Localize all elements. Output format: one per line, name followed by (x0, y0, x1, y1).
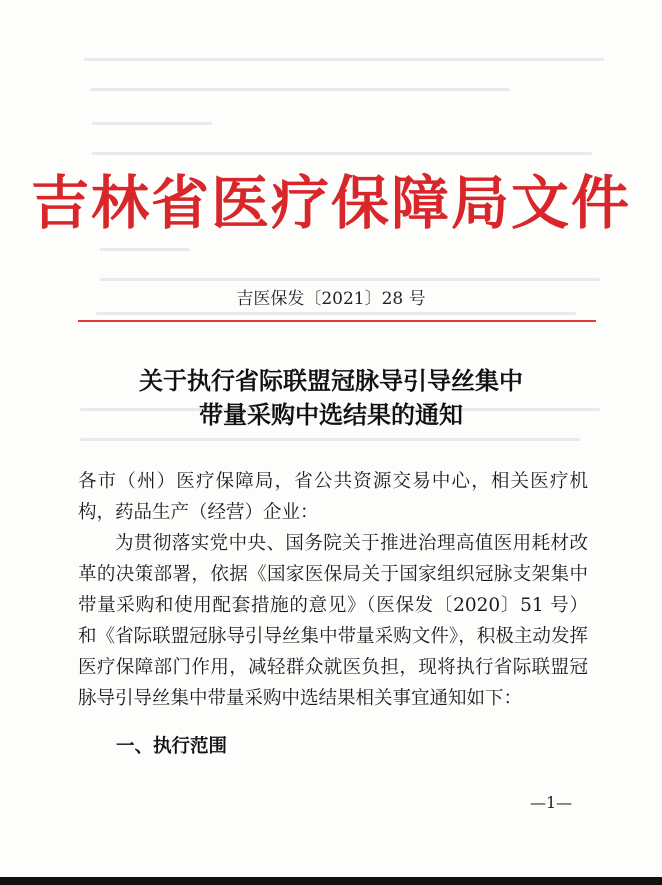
section-heading-execution-scope: 一、执行范围 (116, 736, 228, 757)
recipients-paragraph: 各市（州）医疗保障局，省公共资源交易中心，相关医疗机构，药品生产（经营）企业： (78, 471, 588, 523)
intro-paragraph: 为贯彻落实党中央、国务院关于推进治理高值医用耗材改革的决策部署，依据《国家医保局关于国家组织冠脉支架集中带量采购和使用配套措施的意见》（医保发〔2020〕51 号）和《省际联盟冠脉导引导丝集中带量采购文件》，积极主动发挥医疗保障部门作用，减轻群众就医负担，现将执行省际联盟冠脉导引导丝集中带量采购中选结果相关事宜通知如下： (78, 533, 588, 709)
bleed-through-line (84, 58, 604, 61)
bleed-through-line (90, 88, 510, 91)
bleed-through-line (92, 122, 212, 125)
notice-body (78, 466, 588, 714)
issuing-authority-title: 吉林省医疗保障局文件 (30, 169, 631, 237)
scan-edge-bar (0, 877, 662, 885)
bleed-through-line (100, 278, 600, 281)
bleed-through-line (92, 152, 592, 155)
bleed-through-line (100, 248, 190, 251)
page-number: —1— (530, 793, 573, 812)
notice-title (60, 364, 602, 432)
document-number: 吉医保发〔2021〕28 号 (236, 289, 426, 309)
notice-title-line-1: 关于执行省际联盟冠脉导引导丝集中 (139, 366, 523, 395)
bleed-through-line (96, 312, 576, 315)
notice-title-line-2: 带量采购中选结果的通知 (199, 400, 463, 429)
bleed-through-line (80, 438, 580, 441)
red-divider-line (78, 320, 596, 322)
